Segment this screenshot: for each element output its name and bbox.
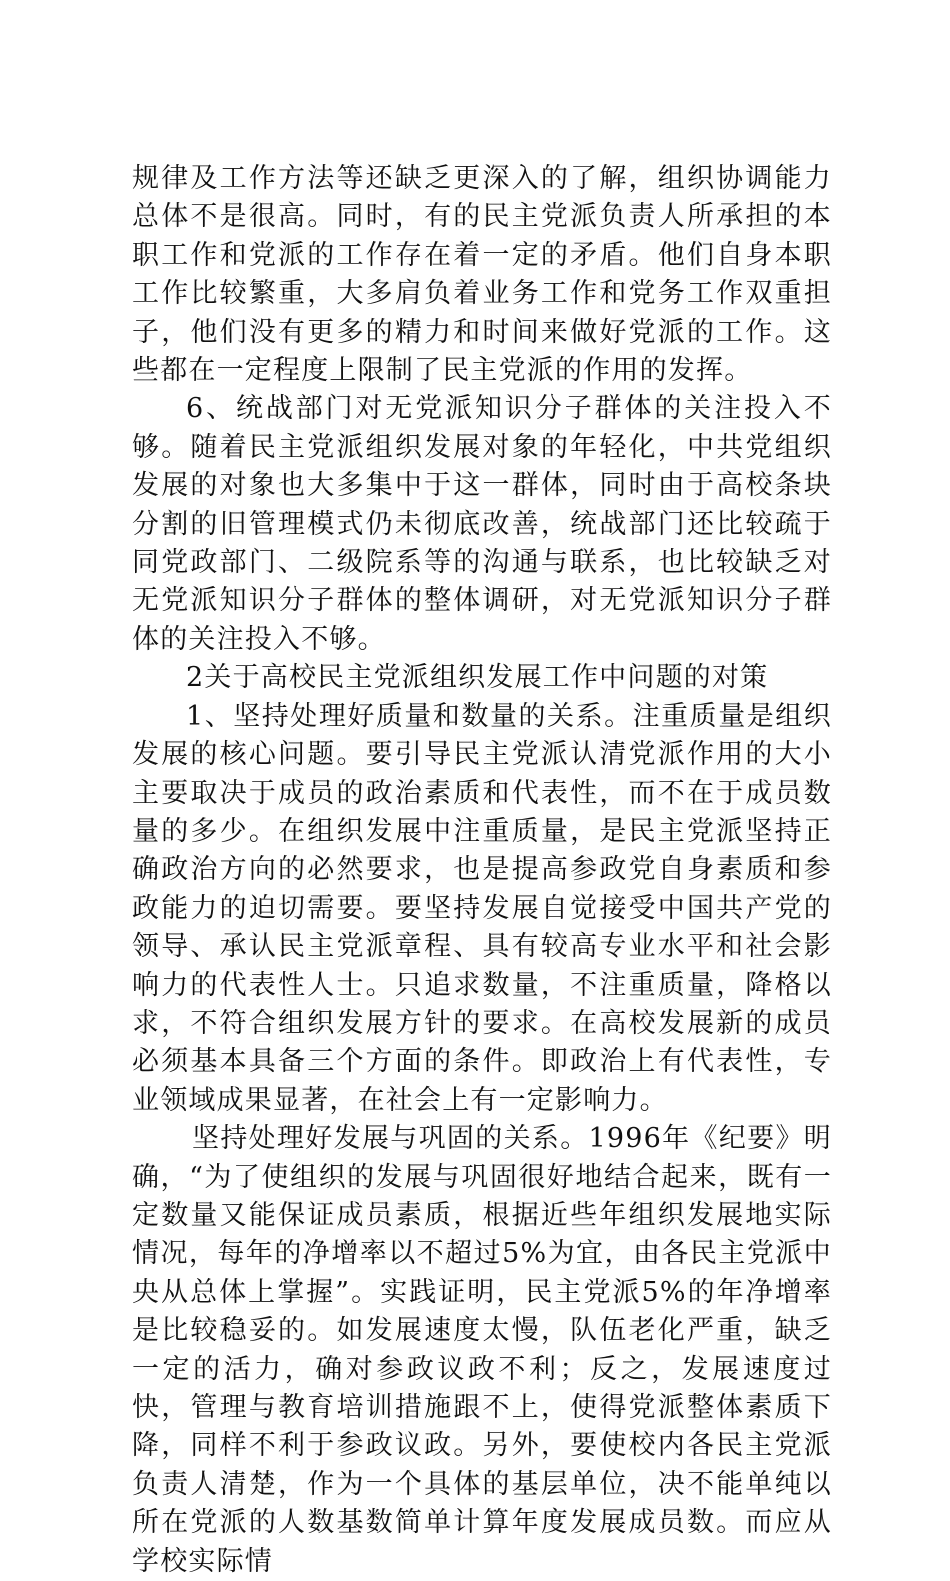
paragraph-development-consolidation: 坚持处理好发展与巩固的关系。1996年《纪要》明确，“为了使组织的发展与巩固很好地结合起来，既有一定数量又能保证成员素质，根据近些年组织发展地实际情况，每年的净增率以不超过5%为宜，由各民主党派中央从总体上掌握”。实践证明，民主党派5%的年净增率是比较稳妥的。如发展速度太慢，队伍老化严重，缺乏一定的活力，确对参政议政不利；反之，发展速度过快，管理与教育培训措施跟不上，使得党派整体素质下降，同样不利于参政议政。另外，要使校内各民主党派负责人清楚，作为一个具体的基层单位，决不能单纯以所在党派的人数基数简单计算年度发展成员数。而应从学校实际情	[132, 1123, 832, 1577]
paragraph-continuation: 规律及工作方法等还缺乏更深入的了解，组织协调能力总体不是很高。同时，有的民主党派负责人所承担的本职工作和党派的工作存在着一定的矛盾。他们自身本职工作比较繁重，大多肩负着业务工作和党务工作双重担子，他们没有更多的精力和时间来做好党派的工作。这些都在一定程度上限制了民主党派的作用的发挥。	[132, 163, 832, 387]
document-body	[132, 160, 832, 1581]
paragraph-point-6: 6、统战部门对无党派知识分子群体的关注投入不够。随着民主党派组织发展对象的年轻化，中共党组织发展的对象也大多集中于这一群体，同时由于高校条块分割的旧管理模式仍未彻底改善，统战部门还比较疏于同党政部门、二级院系等的沟通与联系，也比较缺乏对无党派知识分子群体的整体调研，对无党派知识分子群体的关注投入不够。	[132, 393, 832, 655]
paragraph-point-1: 1、坚持处理好质量和数量的关系。注重质量是组织发展的核心问题。要引导民主党派认清党派作用的大小主要取决于成员的政治素质和代表性，而不在于成员数量的多少。在组织发展中注重质量，是民主党派坚持正确政治方向的必然要求，也是提高参政党自身素质和参政能力的迫切需要。要坚持发展自觉接受中国共产党的领导、承认民主党派章程、具有较高专业水平和社会影响力的代表性人士。只追求数量，不注重质量，降格以求，不符合组织发展方针的要求。在高校发展新的成员必须基本具备三个方面的条件。即政治上有代表性，专业领域成果显著，在社会上有一定影响力。	[132, 700, 832, 1116]
section-heading: 2关于高校民主党派组织发展工作中问题的对策	[186, 662, 769, 694]
